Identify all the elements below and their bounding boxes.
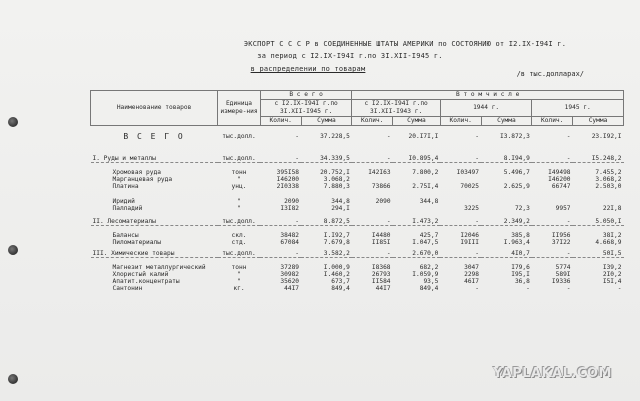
table-row	[91, 271, 624, 278]
sum-cell: -	[617, 285, 622, 292]
qty-cell: 3225	[464, 205, 480, 212]
qty-cell: -	[440, 250, 481, 258]
header-sum: Сумма	[301, 117, 352, 126]
sum-cell: 7.679,8	[323, 239, 350, 246]
sum-cell	[393, 176, 441, 183]
punch-hole-icon	[8, 374, 18, 384]
sum-cell: 20.I7I,I	[408, 133, 439, 140]
qty-cell: 46I7	[464, 278, 480, 285]
sum-cell: 38I,2	[602, 232, 622, 239]
qty-cell: -	[532, 250, 573, 258]
sum-cell: 2I0,2	[602, 271, 622, 278]
qty-cell: 9957	[555, 205, 571, 212]
qty-cell: I8368	[371, 264, 391, 271]
section-row	[91, 155, 624, 163]
sum-cell: 849,4	[331, 285, 350, 292]
sum-cell	[481, 176, 532, 183]
qty-cell	[440, 198, 481, 205]
table-body	[91, 126, 624, 293]
sum-cell: I3.872,3	[500, 133, 530, 140]
unit-cell: тыс.долл.	[222, 133, 256, 140]
item-name-cell: Палладий	[112, 205, 143, 212]
qty-cell: -	[260, 250, 301, 258]
unit-cell: "	[237, 176, 241, 183]
sum-cell: I79,6	[511, 264, 530, 271]
sum-cell: I0.895,4	[393, 155, 441, 163]
sum-cell: 20.752,I	[320, 169, 350, 176]
header-all-total: В с е г о	[260, 91, 352, 100]
qty-cell: II584	[371, 278, 391, 285]
unit-cell: тыс.долл.	[218, 155, 261, 163]
header-sum: Сумма	[481, 117, 532, 126]
header-sum: Сумма	[573, 117, 624, 126]
qty-cell: -	[352, 218, 393, 226]
sum-cell: 36,8	[514, 278, 530, 285]
qty-cell: I4480	[371, 232, 391, 239]
section-row	[91, 218, 624, 226]
item-name-cell: В С Е Г О	[123, 132, 185, 141]
punch-hole-icon	[8, 245, 18, 255]
qty-cell: 30982	[280, 271, 300, 278]
qty-cell	[352, 205, 393, 212]
qty-cell: -	[475, 133, 480, 140]
qty-cell: -	[260, 155, 301, 163]
qty-cell	[352, 176, 393, 183]
table-row	[91, 278, 624, 285]
spacer-row	[91, 141, 624, 155]
qty-cell: -	[386, 133, 391, 140]
sum-cell: 8.872,5	[301, 218, 352, 226]
qty-cell: -	[532, 155, 573, 163]
sum-cell: 4.668,9	[595, 239, 622, 246]
qty-cell: -	[295, 133, 300, 140]
qty-cell: -	[440, 155, 481, 163]
sum-cell: 50I,5	[573, 250, 624, 258]
table-row	[91, 232, 624, 239]
qty-cell	[532, 198, 573, 205]
unit-cell: кг.	[233, 285, 245, 292]
sum-cell: 22I,8	[602, 205, 622, 212]
sum-cell: I.460,2	[323, 271, 350, 278]
qty-cell: 67084	[280, 239, 300, 246]
sum-cell: I.047,5	[412, 239, 439, 246]
table-row	[91, 239, 624, 246]
sum-cell: I.059,9	[412, 271, 439, 278]
header-sum: Сумма	[393, 117, 441, 126]
header-period-2: 1944 г.	[440, 100, 532, 117]
table-row	[91, 169, 624, 176]
sum-cell: 294,I	[331, 205, 350, 212]
spacer-row	[91, 190, 624, 198]
header-qty: Колич.	[352, 117, 393, 126]
document-subtitle: в распределении по товарам	[250, 65, 366, 73]
qty-cell: 35620	[280, 278, 300, 285]
item-name-cell: Сантонин	[112, 285, 143, 292]
sum-cell: 425,7	[419, 232, 439, 239]
item-name-cell: Балансы	[112, 232, 139, 239]
qty-cell: 589I	[555, 271, 571, 278]
document-period: за период с I2.IX-I94I г.по 3I.XII-I945 г.	[257, 52, 443, 60]
item-name-cell: Хлористый калий	[112, 271, 169, 278]
sum-cell: 4I0,7	[481, 250, 532, 258]
sum-cell: 37.228,5	[320, 133, 350, 140]
item-name-cell: Марганцевая руда	[112, 176, 173, 183]
qty-cell: -	[352, 250, 393, 258]
unit-cell: унц.	[231, 183, 247, 190]
spacer-cell	[91, 141, 624, 155]
item-name-cell: I. Руды и металлы	[91, 155, 218, 163]
item-name-cell: Пиломатериалы	[112, 239, 161, 246]
qty-cell: -	[566, 285, 571, 292]
sum-cell: 7.880,3	[323, 183, 350, 190]
sum-cell: 673,7	[331, 278, 350, 285]
qty-cell: 73866	[371, 183, 391, 190]
sum-cell: I.963,4	[503, 239, 530, 246]
qty-cell: 44I7	[284, 285, 300, 292]
header-name: Наименование товаров	[91, 91, 218, 126]
sum-cell: 7.800,2	[412, 169, 439, 176]
sum-cell: 849,4	[419, 285, 439, 292]
qty-cell: I49498	[548, 169, 571, 176]
sum-cell: 2.625,9	[503, 183, 530, 190]
item-name-cell: II. Лесоматериалы	[91, 218, 218, 226]
sum-cell: 8.I94,9	[481, 155, 532, 163]
header-qty: Колич.	[532, 117, 573, 126]
table-row	[91, 176, 624, 183]
total-row	[91, 132, 624, 141]
unit-cell: "	[237, 278, 241, 285]
qty-cell: -	[440, 218, 481, 226]
sum-cell: 344,8	[331, 198, 350, 205]
qty-cell: -	[352, 155, 393, 163]
sum-cell: 5.050,I	[573, 218, 624, 226]
sum-cell: 2.349,2	[481, 218, 532, 226]
sum-cell: 385,8	[511, 232, 530, 239]
header-period-3: 1945 г.	[532, 100, 624, 117]
item-name-cell: III. Химические товары	[91, 250, 218, 258]
header-including: В т о м ч и с л е	[352, 91, 624, 100]
unit-cell: "	[237, 271, 241, 278]
sum-cell: 5.496,7	[503, 169, 530, 176]
sum-cell	[393, 205, 441, 212]
sum-cell: 344,8	[419, 198, 439, 205]
qty-cell: 2090	[284, 198, 300, 205]
sum-cell: I5I,4	[602, 278, 622, 285]
unit-cell: скл.	[231, 232, 247, 239]
qty-cell: II85I	[371, 239, 391, 246]
qty-cell: II956	[551, 232, 571, 239]
sum-cell: 3.068,2	[323, 176, 350, 183]
sum-cell: 682,2	[419, 264, 439, 271]
header-period-1: с I2.IX-I94I г.по 3I.XII-I943 г.	[352, 100, 440, 117]
qty-cell: 2090	[375, 198, 391, 205]
qty-cell: 70025	[460, 183, 480, 190]
unit-note: /в тыс.долларах/	[516, 70, 584, 78]
spacer-cell	[91, 190, 624, 198]
sum-cell: I39,2	[602, 264, 622, 271]
sum-cell: -	[526, 285, 530, 292]
table-row	[91, 183, 624, 190]
unit-cell: тыс.долл.	[218, 250, 261, 258]
qty-cell: I46200	[276, 176, 300, 183]
table-row	[91, 198, 624, 205]
qty-cell: 5774	[555, 264, 571, 271]
sum-cell: 2.75I,4	[412, 183, 439, 190]
table-row	[91, 264, 624, 271]
sum-cell: I5.248,2	[573, 155, 624, 163]
qty-cell: 395I58	[276, 169, 300, 176]
sum-cell: I.000,9	[323, 264, 350, 271]
header-qty: Колич.	[260, 117, 301, 126]
watermark-logo: YAPLAKAL.COM	[493, 366, 612, 381]
qty-cell: -	[475, 285, 480, 292]
qty-cell: 3047	[464, 264, 480, 271]
qty-cell: 26793	[371, 271, 391, 278]
item-name-cell: Платина	[112, 183, 139, 190]
header-qty: Колич.	[440, 117, 481, 126]
header-all-period: с I2.IX-I94I г.по 3I.XII-I945 г.	[260, 100, 352, 117]
qty-cell: 37289	[280, 264, 300, 271]
qty-cell: I9III	[460, 239, 480, 246]
unit-cell: стд.	[231, 239, 247, 246]
unit-cell: тонн	[231, 264, 247, 271]
unit-cell: "	[237, 198, 241, 205]
header-unit: Единица измере-ния	[218, 91, 261, 126]
sum-cell: 2.670,0	[393, 250, 441, 258]
qty-cell: 2298	[464, 271, 480, 278]
qty-cell: I9336	[551, 278, 571, 285]
item-name-cell: Магнезит металлургический	[112, 264, 206, 271]
qty-cell: I3I82	[280, 205, 300, 212]
sum-cell: I95,I	[511, 271, 530, 278]
qty-cell: 37I22	[551, 239, 571, 246]
unit-cell: "	[237, 205, 241, 212]
sum-cell: I.473,2	[393, 218, 441, 226]
qty-cell	[440, 176, 481, 183]
punch-hole-icon	[8, 117, 18, 127]
qty-cell: -	[566, 133, 571, 140]
qty-cell: I2046	[460, 232, 480, 239]
sum-cell: 72,3	[514, 205, 530, 212]
qty-cell: -	[532, 218, 573, 226]
table-row	[91, 285, 624, 292]
sum-cell: 34.339,5	[301, 155, 352, 163]
qty-cell: 2I0338	[276, 183, 300, 190]
item-name-cell: Хромовая руда	[112, 169, 161, 176]
qty-cell: I46200	[548, 176, 571, 183]
export-table	[90, 90, 624, 292]
qty-cell: I03497	[456, 169, 480, 176]
sum-cell: I.I92,7	[323, 232, 350, 239]
unit-cell: тонн	[231, 169, 247, 176]
qty-cell: -	[260, 218, 301, 226]
section-row	[91, 250, 624, 258]
sum-cell: 23.I92,I	[591, 133, 622, 140]
table-row	[91, 205, 624, 212]
qty-cell: 66747	[551, 183, 571, 190]
sum-cell	[573, 198, 624, 205]
qty-cell: 44I7	[375, 285, 391, 292]
qty-cell: 38482	[280, 232, 300, 239]
document-title: ЭКСПОРТ С С С Р в СОЕДИНЕННЫЕ ШТАТЫ АМЕРИКИ по СОСТОЯНИЮ от I2.IX-I94I г.	[243, 40, 567, 48]
item-name-cell: Апатит.концентраты	[112, 278, 180, 285]
qty-cell: I42I63	[368, 169, 391, 176]
sum-cell: 93,5	[423, 278, 439, 285]
sum-cell	[481, 198, 532, 205]
unit-cell: тыс.долл.	[218, 218, 261, 226]
sum-cell: 3.068,2	[595, 176, 622, 183]
sum-cell: 3.582,2	[301, 250, 352, 258]
sum-cell: 7.455,2	[595, 169, 622, 176]
table-header	[91, 91, 624, 126]
sum-cell: 2.503,0	[595, 183, 622, 190]
item-name-cell: Иридий	[112, 198, 135, 205]
